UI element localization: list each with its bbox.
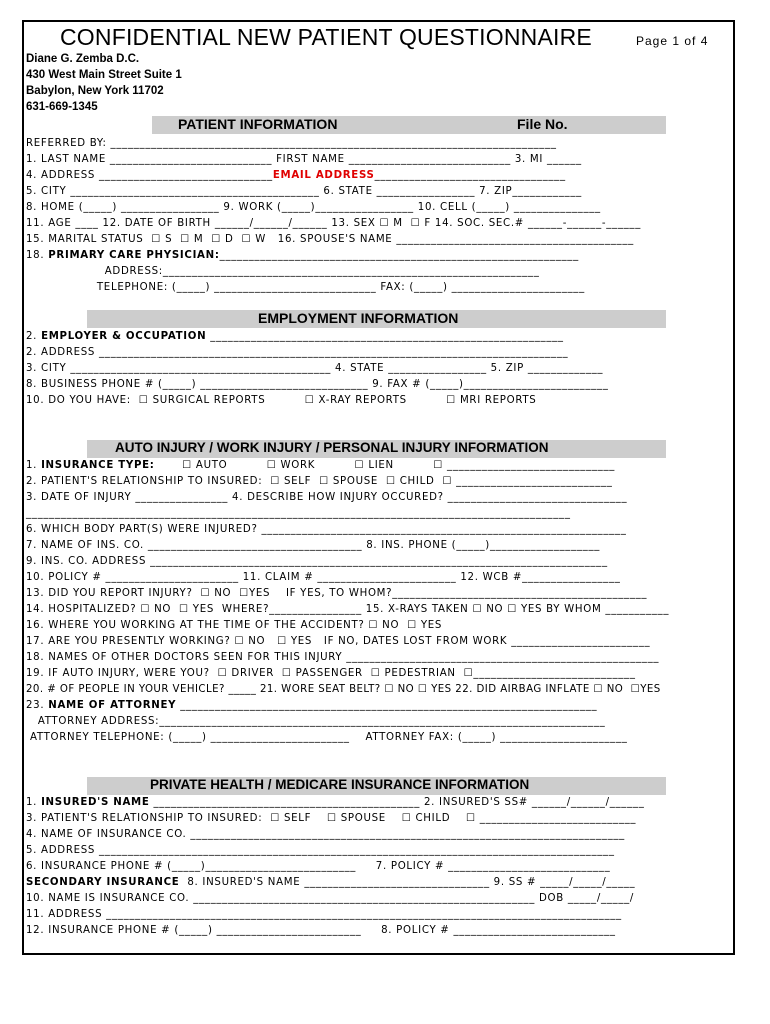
auto-role-field[interactable]: 19. IF AUTO INJURY, WERE YOU? ☐ DRIVER ☐ PASSENGER ☐ PEDESTRIAN ☐____________________________ (26, 668, 636, 679)
attorney-number: 23. (26, 700, 49, 711)
employer-number: 2. (26, 331, 42, 342)
practice-city: Babylon, New York 11702 (26, 85, 164, 97)
practice-phone: 631-669-1345 (26, 101, 98, 113)
pcp-label: PRIMARY CARE PHYSICIAN: (48, 250, 220, 261)
working-at-accident-field[interactable]: 16. WHERE YOU WORKING AT THE TIME OF THE ACCIDENT? ☐ NO ☐ YES (26, 620, 443, 631)
city-state-zip-fields[interactable]: 5. CITY ___________________________________________ 6. STATE _________________ 7. ZIP____________ (26, 186, 582, 197)
employer-label: EMPLOYER & OCCUPATION (41, 331, 207, 342)
secondary-address-field[interactable]: 11. ADDRESS _________________________________________________________________________________________ (26, 909, 622, 920)
injury-relationship-field[interactable]: 2. PATIENT'S RELATIONSHIP TO INSURED: ☐ SELF ☐ SPOUSE ☐ CHILD ☐ ___________________________ (26, 476, 613, 487)
other-doctors-field[interactable]: 18. NAMES OF OTHER DOCTORS SEEN FOR THIS INJURY ______________________________________________________ (26, 652, 660, 663)
secondary-ins-co-dob-field[interactable]: 10. NAME IS INSURANCE CO. ___________________________________________________________ DOB _____/_____/ (26, 893, 635, 904)
vehicle-seatbelt-airbag-field[interactable]: 20. # OF PEOPLE IN YOUR VEHICLE? _____ 21. WORE SEAT BELT? ☐ NO ☐ YES 22. DID AIRBAG INFLATE ☐ NO ☐YES (26, 684, 661, 695)
report-injury-field[interactable]: 13. DID YOU REPORT INJURY? ☐ NO ☐YES IF YES, TO WHOM?____________________________________________ (26, 588, 648, 599)
ins-co-name-field[interactable]: 7. NAME OF INS. CO. _____________________________________ 8. INS. PHONE (_____)___________________ (26, 540, 601, 551)
phone-fields[interactable]: 8. HOME (_____) _________________ 9. WORK (_____)_________________ 10. CELL (_____) _______________ (26, 202, 601, 213)
insured-number: 1. (26, 797, 42, 808)
page-title: CONFIDENTIAL NEW PATIENT QUESTIONNAIRE (60, 24, 592, 50)
primary-care-physician-field[interactable] (26, 249, 579, 262)
insurance-phone-policy-field[interactable]: 6. INSURANCE PHONE # (_____)__________________________ 7. POLICY # ____________________________ (26, 861, 611, 872)
secondary-insurance-label: SECONDARY INSURANCE (26, 877, 180, 888)
insured-blank: ______________________________________________ 2. INSURED'S SS# ______/______/______ (149, 797, 645, 808)
ins-type-options: ☐ AUTO ☐ WORK ☐ LIEN ☐ _____________________________ (154, 460, 616, 471)
injury-description-blank[interactable]: ______________________________________________________________________________________________ (26, 508, 571, 519)
referred-by-field[interactable]: REFERRED BY: _____________________________________________________________________________ (26, 138, 557, 149)
hospitalized-xray-field[interactable]: 14. HOSPITALIZED? ☐ NO ☐ YES WHERE?________________ 15. X-RAYS TAKEN ☐ NO ☐ YES BY WHOM ___________ (26, 604, 670, 615)
business-phone-fax-fields[interactable]: 8. BUSINESS PHONE # (_____) _____________________________ 9. FAX # (_____)_________________________ (26, 379, 609, 390)
employer-blank: _____________________________________________________________ (206, 331, 564, 342)
secondary-insurance-field[interactable] (26, 876, 635, 889)
employer-field[interactable] (26, 330, 564, 343)
employer-address-field[interactable]: 2. ADDRESS _________________________________________________________________________________ (26, 347, 569, 358)
email-address-label: EMAIL ADDRESS (272, 170, 375, 181)
attorney-name-field[interactable] (26, 699, 597, 712)
date-of-injury-field[interactable]: 3. DATE OF INJURY ________________ 4. DESCRIBE HOW INJURY OCCURED? _______________________________ (26, 492, 628, 503)
ins-co-address-field[interactable]: 9. INS. CO. ADDRESS _______________________________________________________________________________ (26, 556, 608, 567)
file-number-label: File No. (517, 116, 568, 132)
private-relationship-field[interactable]: 3. PATIENT'S RELATIONSHIP TO INSURED: ☐ SELF ☐ SPOUSE ☐ CHILD ☐ ___________________________ (26, 813, 637, 824)
attorney-blank: ________________________________________________________________________ (176, 700, 598, 711)
employment-section-heading: EMPLOYMENT INFORMATION (258, 310, 459, 326)
secondary-phone-policy-field[interactable]: 12. INSURANCE PHONE # (_____) _________________________ 8. POLICY # ____________________________ (26, 925, 616, 936)
body-parts-field[interactable]: 6. WHICH BODY PART(S) WERE INJURED? _______________________________________________________________ (26, 524, 627, 535)
attorney-phone-fax-field[interactable]: ATTORNEY TELEPHONE: (_____) ________________________ ATTORNEY FAX: (_____) ______________________ (30, 732, 628, 743)
name-fields[interactable]: 1. LAST NAME ____________________________ FIRST NAME ____________________________ 3. MI ______ (26, 154, 582, 165)
pcp-number: 18. (26, 250, 49, 261)
presently-working-field[interactable]: 17. ARE YOU PRESENTLY WORKING? ☐ NO ☐ YES IF NO, DATES LOST FROM WORK ________________________ (26, 636, 651, 647)
injury-section-heading: AUTO INJURY / WORK INJURY / PERSONAL INJURY INFORMATION (115, 440, 549, 455)
policy-claim-wcb-fields[interactable]: 10. POLICY # _______________________ 11. CLAIM # ________________________ 12. WCB #_________________ (26, 572, 621, 583)
page-number: Page 1 of 4 (636, 34, 709, 48)
employer-city-fields[interactable]: 3. CITY _____________________________________________ 4. STATE _________________ 5. ZIP _____________ (26, 363, 604, 374)
insured-name-field[interactable] (26, 796, 644, 809)
insured-label: INSURED'S NAME (41, 797, 150, 808)
practice-name: Diane G. Zemba D.C. (26, 53, 140, 65)
marital-status-fields[interactable]: 15. MARITAL STATUS ☐ S ☐ M ☐ D ☐ W 16. SPOUSE'S NAME _________________________________________ (26, 234, 634, 245)
address-email-fields[interactable] (26, 169, 566, 182)
address-label: 4. ADDRESS ______________________________ (26, 170, 273, 181)
age-dob-sex-ssn-fields[interactable]: 11. AGE ____ 12. DATE OF BIRTH ______/______/______ 13. SEX ☐ M ☐ F 14. SOC. SEC.# ______-______-______ (26, 218, 642, 229)
insurance-address-field[interactable]: 5. ADDRESS _________________________________________________________________________________________ (26, 845, 615, 856)
attorney-label: NAME OF ATTORNEY (48, 700, 177, 711)
ins-type-label: INSURANCE TYPE: (41, 460, 155, 471)
pcp-telephone-fax-field[interactable]: TELEPHONE: (_____) ____________________________ FAX: (_____) _______________________ (26, 282, 585, 293)
insurance-co-name-field[interactable]: 4. NAME OF INSURANCE CO. ___________________________________________________________________________ (26, 829, 625, 840)
reports-checkboxes[interactable]: 10. DO YOU HAVE: ☐ SURGICAL REPORTS ☐ X-RAY REPORTS ☐ MRI REPORTS (26, 395, 537, 406)
ins-type-number: 1. (26, 460, 42, 471)
practice-street: 430 West Main Street Suite 1 (26, 69, 182, 81)
email-blank: _________________________________ (374, 170, 566, 181)
insurance-type-field[interactable] (26, 459, 615, 472)
patient-section-heading: PATIENT INFORMATION (178, 116, 338, 132)
pcp-blank: ______________________________________________________________ (219, 250, 579, 261)
private-insurance-heading: PRIVATE HEALTH / MEDICARE INSURANCE INFORMATION (150, 777, 530, 792)
attorney-address-field[interactable]: ATTORNEY ADDRESS:_____________________________________________________________________________ (26, 716, 606, 727)
pcp-address-field[interactable]: ADDRESS:_________________________________________________________________ (26, 266, 540, 277)
secondary-insured-blank: 8. INSURED'S NAME ________________________________ 9. SS # _____/_____/_____ (179, 877, 636, 888)
